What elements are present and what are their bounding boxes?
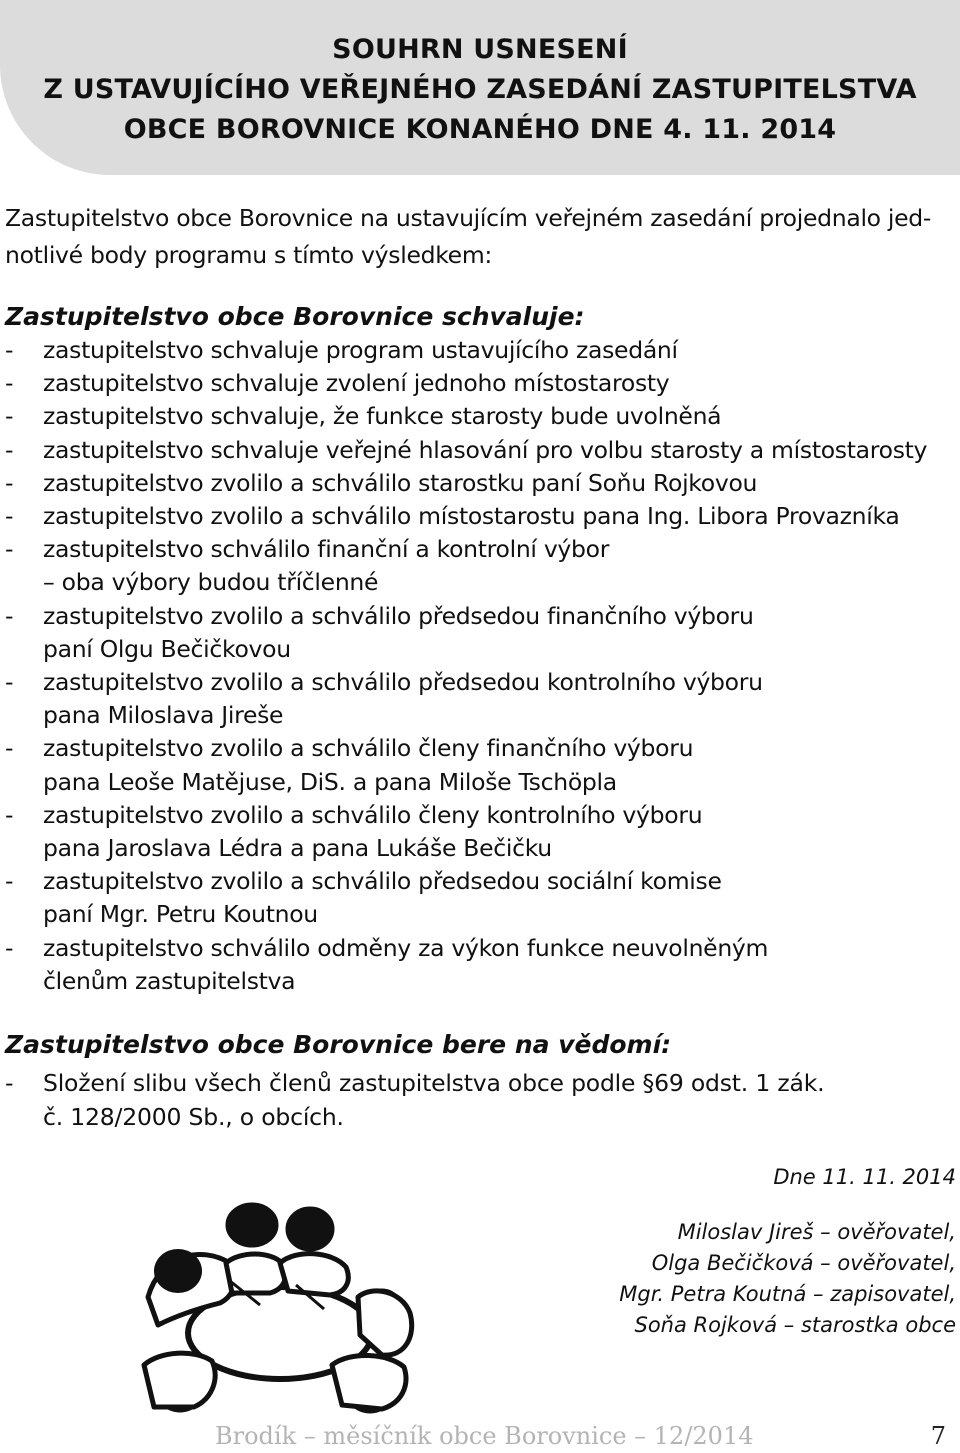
list-dash: - [5, 402, 14, 431]
list-item [5, 666, 955, 732]
list-dash: - [5, 468, 14, 497]
list-item [5, 865, 955, 931]
footer-publication: Brodík – měsíčník obce Borovnice – 12/2014 [215, 1422, 754, 1450]
approves-heading: Zastupitelstvo obce Borovnice schvaluje: [5, 302, 585, 331]
list-dash: - [5, 502, 14, 531]
note-line-2: č. 128/2000 Sb., o obcích. [43, 1103, 344, 1131]
list-item [5, 732, 955, 798]
list-item-text: zastupitelstvo zvolilo a schválilo starostku paní Soňu Rojkovou [43, 468, 758, 497]
list-item-text: zastupitelstvo schválilo odměny za výkon funkce neuvolněným [43, 933, 769, 962]
list-item-text: zastupitelstvo zvolilo a schválilo předsedou finančního výboru [43, 601, 754, 630]
list-item [5, 500, 955, 533]
list-item-text: zastupitelstvo schválilo finanční a kontrolní výbor [43, 535, 610, 564]
signer-4: Soňa Rojková – starostka obce [634, 1313, 956, 1337]
title-line-3: OBCE BOROVNICE KONANÉHO DNE 4. 11. 2014 [123, 114, 837, 145]
list-dash: - [5, 535, 14, 564]
list-item [5, 1066, 955, 1134]
notes-list [5, 1066, 955, 1134]
list-dash: - [5, 933, 14, 962]
list-item-continuation: – oba výbory budou tříčlenné [43, 568, 379, 597]
approves-list [5, 334, 955, 998]
list-item [5, 334, 955, 367]
page-title [0, 30, 960, 150]
list-item [5, 600, 955, 666]
signer-2: Olga Bečičková – ověřovatel, [651, 1251, 956, 1275]
list-dash: - [5, 867, 14, 896]
list-dash: - [5, 668, 14, 697]
list-item-continuation: pana Miloslava Jireše [43, 701, 284, 730]
list-item-text: zastupitelstvo schvaluje, že funkce starosty bude uvolněná [43, 402, 722, 431]
note-line-1: Složení slibu všech členů zastupitelstva obce podle §69 odst. 1 zák. [43, 1069, 825, 1097]
signers-block [619, 1217, 956, 1341]
list-item-text: zastupitelstvo schvaluje zvolení jednoho místostarosty [43, 369, 670, 398]
list-dash: - [5, 369, 14, 398]
list-item-continuation: paní Olgu Bečičkovou [43, 634, 291, 663]
list-item-continuation: pana Jaroslava Lédra a pana Lukáše Bečičku [43, 834, 552, 863]
list-item-text: zastupitelstvo zvolilo a schválilo místostarostu pana Ing. Libora Provazníka [43, 502, 900, 531]
signer-1: Miloslav Jireš – ověřovatel, [677, 1220, 956, 1244]
list-item [5, 932, 955, 998]
list-dash: - [5, 734, 14, 763]
title-line-1: SOUHRN USNESENÍ [332, 34, 628, 65]
list-dash: - [5, 1069, 14, 1097]
list-item [5, 400, 955, 433]
list-item-text: zastupitelstvo zvolilo a schválilo předsedou kontrolního výboru [43, 668, 763, 697]
intro-paragraph [5, 200, 955, 274]
list-item-text: zastupitelstvo zvolilo a schválilo členy kontrolního výboru [43, 800, 703, 829]
list-dash: - [5, 336, 14, 364]
list-item [5, 367, 955, 400]
title-line-2: Z USTAVUJÍCÍHO VEŘEJNÉHO ZASEDÁNÍ ZASTUPITELSTVA [43, 74, 917, 105]
meeting-illustration [120, 1185, 440, 1424]
list-item-text: zastupitelstvo schvaluje veřejné hlasování pro volbu starosty a místostarosty [43, 435, 928, 464]
list-dash: - [5, 435, 14, 464]
people-around-table-icon [120, 1185, 440, 1420]
list-item [5, 533, 955, 599]
notes-heading: Zastupitelstvo obce Borovnice bere na vědomí: [5, 1030, 672, 1059]
list-item-text: zastupitelstvo schvaluje program ustavujícího zasedání [43, 336, 678, 364]
list-item-text: zastupitelstvo zvolilo a schválilo předsedou sociální komise [43, 867, 722, 896]
signer-3: Mgr. Petra Koutná – zapisovatel, [619, 1282, 956, 1306]
signature-date: Dne 11. 11. 2014 [773, 1165, 956, 1189]
intro-line-1: Zastupitelstvo obce Borovnice na ustavujícím veřejném zasedání projednalo jed- [5, 204, 932, 232]
list-dash: - [5, 601, 14, 630]
list-item [5, 434, 955, 467]
list-item-continuation: paní Mgr. Petru Koutnou [43, 900, 318, 929]
list-item-text: zastupitelstvo zvolilo a schválilo členy finančního výboru [43, 734, 694, 763]
intro-line-2: notlivé body programu s tímto výsledkem: [5, 241, 493, 269]
list-item-continuation: pana Leoše Matějuse, DiS. a pana Miloše Tschöpla [43, 767, 617, 796]
list-item [5, 467, 955, 500]
list-dash: - [5, 800, 14, 829]
list-item [5, 799, 955, 865]
page-number: 7 [930, 1422, 946, 1450]
list-item-continuation: členům zastupitelstva [43, 966, 296, 995]
